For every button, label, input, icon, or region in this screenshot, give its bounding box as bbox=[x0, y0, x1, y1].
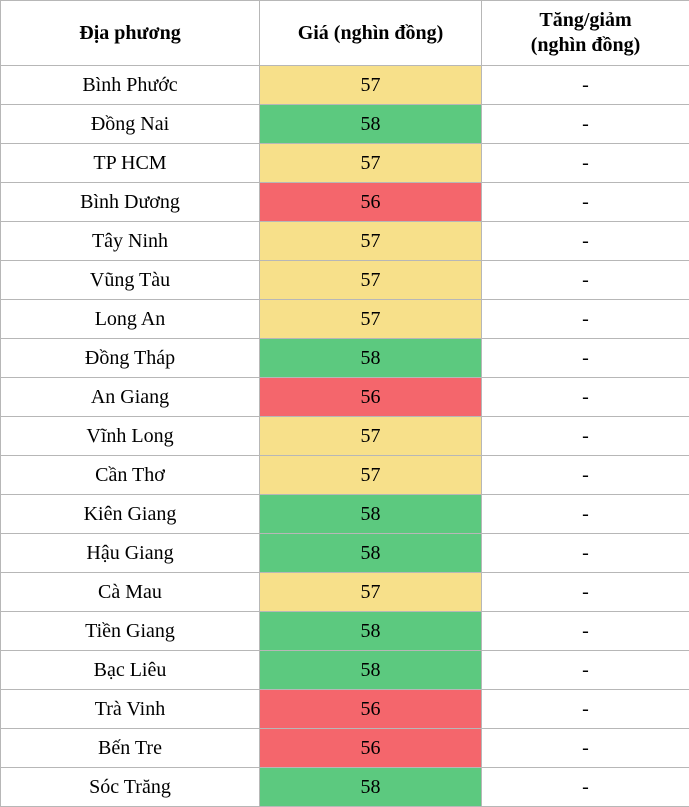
cell-locality: Vũng Tàu bbox=[1, 261, 260, 300]
table-row bbox=[1, 144, 689, 183]
table-row bbox=[1, 456, 689, 495]
table-row bbox=[1, 105, 689, 144]
cell-locality: Đồng Tháp bbox=[1, 339, 260, 378]
cell-locality: Bạc Liêu bbox=[1, 651, 260, 690]
table-body bbox=[1, 66, 689, 807]
cell-price: 57 bbox=[260, 144, 482, 183]
cell-locality: Tiền Giang bbox=[1, 612, 260, 651]
column-header-locality bbox=[1, 1, 260, 66]
table-row bbox=[1, 651, 689, 690]
table-row bbox=[1, 66, 689, 105]
cell-price: 58 bbox=[260, 339, 482, 378]
table-row bbox=[1, 183, 689, 222]
table-row bbox=[1, 261, 689, 300]
table-row bbox=[1, 417, 689, 456]
cell-price: 57 bbox=[260, 456, 482, 495]
cell-locality: Hậu Giang bbox=[1, 534, 260, 573]
cell-price: 57 bbox=[260, 573, 482, 612]
cell-change: - bbox=[482, 690, 689, 729]
cell-locality: Trà Vinh bbox=[1, 690, 260, 729]
cell-locality: Sóc Trăng bbox=[1, 768, 260, 807]
table-header-row bbox=[1, 1, 689, 66]
cell-price: 58 bbox=[260, 534, 482, 573]
cell-price: 57 bbox=[260, 261, 482, 300]
cell-change: - bbox=[482, 339, 689, 378]
column-header-price-label: Giá (nghìn đồng) bbox=[266, 21, 475, 46]
cell-locality: Bình Phước bbox=[1, 66, 260, 105]
cell-price: 56 bbox=[260, 729, 482, 768]
cell-change: - bbox=[482, 768, 689, 807]
cell-locality: Long An bbox=[1, 300, 260, 339]
cell-locality: Bình Dương bbox=[1, 183, 260, 222]
table-row bbox=[1, 612, 689, 651]
cell-change: - bbox=[482, 261, 689, 300]
cell-change: - bbox=[482, 144, 689, 183]
cell-change: - bbox=[482, 300, 689, 339]
column-header-price bbox=[260, 1, 482, 66]
cell-price: 58 bbox=[260, 651, 482, 690]
cell-locality: TP HCM bbox=[1, 144, 260, 183]
cell-locality: Cần Thơ bbox=[1, 456, 260, 495]
cell-change: - bbox=[482, 183, 689, 222]
cell-locality: Đồng Nai bbox=[1, 105, 260, 144]
cell-change: - bbox=[482, 66, 689, 105]
table-row bbox=[1, 339, 689, 378]
cell-locality: Cà Mau bbox=[1, 573, 260, 612]
cell-change: - bbox=[482, 495, 689, 534]
table-row bbox=[1, 222, 689, 261]
cell-change: - bbox=[482, 417, 689, 456]
cell-price: 57 bbox=[260, 222, 482, 261]
cell-price: 57 bbox=[260, 417, 482, 456]
table-row bbox=[1, 573, 689, 612]
table-row bbox=[1, 768, 689, 807]
column-header-locality-label: Địa phương bbox=[7, 21, 253, 46]
cell-change: - bbox=[482, 729, 689, 768]
cell-price: 57 bbox=[260, 66, 482, 105]
table-row bbox=[1, 690, 689, 729]
cell-price: 56 bbox=[260, 378, 482, 417]
cell-change: - bbox=[482, 456, 689, 495]
cell-price: 58 bbox=[260, 612, 482, 651]
cell-price: 58 bbox=[260, 495, 482, 534]
table-row bbox=[1, 378, 689, 417]
cell-change: - bbox=[482, 378, 689, 417]
table-row bbox=[1, 534, 689, 573]
table-header bbox=[1, 1, 689, 66]
cell-change: - bbox=[482, 534, 689, 573]
table-row bbox=[1, 729, 689, 768]
cell-locality: Kiên Giang bbox=[1, 495, 260, 534]
cell-change: - bbox=[482, 105, 689, 144]
cell-locality: Bến Tre bbox=[1, 729, 260, 768]
column-header-change-label-line1: Tăng/giảm bbox=[488, 8, 683, 33]
cell-change: - bbox=[482, 573, 689, 612]
cell-locality: Tây Ninh bbox=[1, 222, 260, 261]
cell-price: 56 bbox=[260, 690, 482, 729]
column-header-change-label-line2: (nghìn đồng) bbox=[488, 33, 683, 58]
cell-price: 56 bbox=[260, 183, 482, 222]
cell-change: - bbox=[482, 651, 689, 690]
column-header-change bbox=[482, 1, 689, 66]
cell-price: 58 bbox=[260, 768, 482, 807]
cell-price: 57 bbox=[260, 300, 482, 339]
cell-change: - bbox=[482, 222, 689, 261]
cell-change: - bbox=[482, 612, 689, 651]
table-row bbox=[1, 495, 689, 534]
table-row bbox=[1, 300, 689, 339]
cell-locality: An Giang bbox=[1, 378, 260, 417]
cell-locality: Vĩnh Long bbox=[1, 417, 260, 456]
cell-price: 58 bbox=[260, 105, 482, 144]
